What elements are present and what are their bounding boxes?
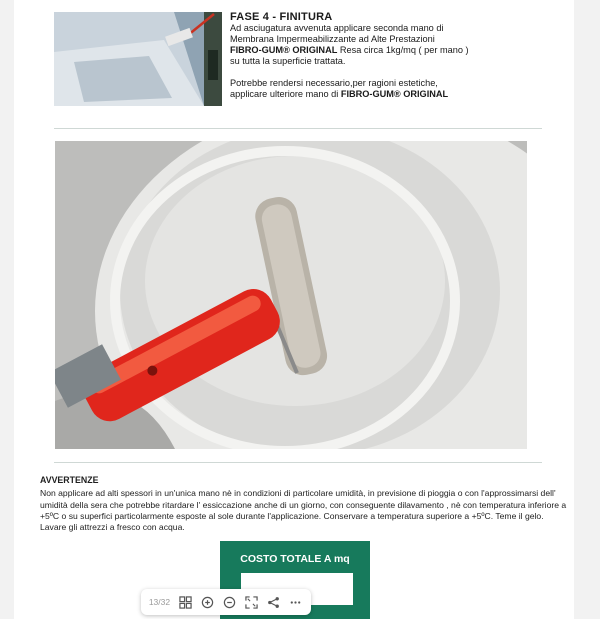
warnings-title: AVVERTENZE (40, 475, 99, 485)
share-button[interactable] (263, 591, 285, 613)
note-line-2 (230, 89, 560, 100)
share-icon (267, 596, 280, 609)
phase-4-description (230, 12, 560, 100)
note-line-1: Potrebbe rendersi necessario,per ragioni estetiche, (230, 78, 438, 88)
viewer-toolbar (141, 589, 311, 615)
warnings-section (40, 475, 568, 533)
phase-line-2: Membrana Impermeabilizzante ad Alte Prestazioni (230, 34, 435, 44)
note-prefix: applicare ulteriore mano di (230, 89, 341, 99)
page-indicator: 13/32 (148, 597, 171, 607)
yield-text: Resa circa 1kg/mq ( per mano ) (337, 45, 469, 55)
phase-title: FASE 4 - FINITURA (230, 11, 333, 23)
thumbnail-grid-button[interactable] (174, 591, 196, 613)
product-name: FIBRO-GUM® ORIGINAL (230, 45, 338, 55)
section-divider-2 (54, 462, 542, 463)
more-icon (289, 596, 302, 609)
phase-line-4: su tutta la superficie trattata. (230, 56, 346, 66)
note-product-name: FIBRO-GUM® ORIGINAL (340, 89, 449, 99)
paint-roller-bucket-photo (55, 141, 527, 449)
phase-line-3 (230, 45, 560, 56)
fullscreen-button[interactable] (240, 591, 262, 613)
more-options-button[interactable] (285, 591, 307, 613)
zoom-in-button[interactable] (196, 591, 218, 613)
warnings-body: Non applicare ad alti spessori in un'unica mano nè in condizioni di particolare umidità, in previsione di pioggia o con l'approssimarsi dell' umidità della sera che potrebbe ritardare l' essiccazione anche di un giorno, con conseguente dilavamento , nè con temperatura inferiore a +5ºC o su superfici particolarmente esposte al sole durante l'applicazione. Conservare a temperatura superiore a +5ºC. Teme il gelo. Lavare gli attrezzi a fresco con acqua. (40, 488, 567, 533)
document-page (14, 0, 574, 619)
total-cost-title: COSTO TOTALE A mq (240, 553, 350, 565)
zoom-in-icon (201, 596, 214, 609)
section-divider (54, 128, 542, 129)
zoom-out-icon (223, 596, 236, 609)
grid-icon (179, 596, 192, 609)
fullscreen-icon (245, 596, 258, 609)
terrace-photo (54, 12, 222, 106)
zoom-out-button[interactable] (218, 591, 240, 613)
phase-line-1: Ad asciugatura avvenuta applicare seconda mano di (230, 23, 444, 33)
